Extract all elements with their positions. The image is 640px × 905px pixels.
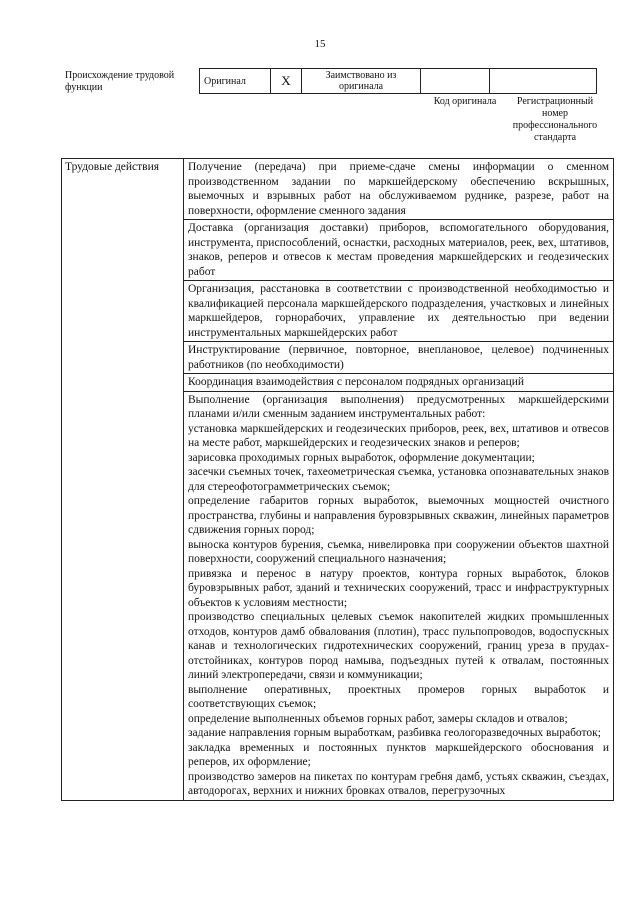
action-item [184,281,613,342]
action-line: выноска контуров бурения, съемка, нивелировка при сооружении объектов шахтной поверхности, сооружений специального назначения; [188,538,609,565]
origin-table [199,68,597,94]
row-label: Трудовые действия [62,159,184,801]
action-item [184,392,613,800]
code-caption: Код оригинала [433,96,497,107]
action-line: Получение (передача) при приеме-сдаче смены информации о сменном производственном задании по маркшейдерскому обеспечению вскрышных, выемочных и взрывных работ на обслуживаемом руднике, разрезе, работ на поверхности, оформление сменного задания [188,161,609,217]
action-line: производство замеров на пикетах по контурам гребня дамб, устьях скважин, съездах, автодорогах, верхних и нижних бровках отвалов, перегрузочных [188,770,609,797]
original-code-cell [421,69,490,94]
action-item [184,374,613,392]
original-label: Оригинал [200,69,271,94]
labor-actions-table [61,158,614,801]
action-line: закладка временных и постоянных пунктов маркшейдерского обоснования и реперов, их оформление; [188,741,609,768]
action-item [184,159,613,220]
action-line: определение габаритов горных выработок, выемочных мощностей очистного пространства, глубины и направления буровзрывных скважин, линейных параметров сдвижения горных пород; [188,495,609,536]
action-line: привязка и перенос в натуру проектов, контура горных выработок, блоков буровзрывных работ, зданий и технических сооружений, трасс и инфраструктурных объектов к условиям местности; [188,567,609,609]
action-item [184,342,613,374]
origin-label: Происхождение трудовой функции [65,70,175,93]
actions-cell [184,159,614,801]
original-mark: X [271,69,302,94]
action-line: Организация, расстановка в соответствии с производственной необходимостью и квалификацией персонала маркшейдерского подразделения, участковых и линейных маркшейдеров, горнорабочих, управление их деятельностью при ведении инструментальных маркшейдерских работ [188,283,609,339]
registration-caption: Регистрационный номер профессионального стандарта [512,96,598,143]
action-line: Доставка (организация доставки) приборов, вспомогательного оборудования, инструмента, приспособлений, оснастки, расходных материалов, реек, вех, штативов, знаков, реперов и отвесов к местам проведения маркшейдерских и геодезических работ [188,222,609,278]
action-line: задание направления горным выработкам, разбивка геологоразведочных выработок; [188,727,601,739]
action-line: производство специальных целевых съемок накопителей жидких промышленных отходов, контуров дамб обвалования (плотин), трасс пульпопроводов, водоспускных канав и технологических гидротехнических сооружений, границ уреза в прудах-отстойниках, контуров пород намыва, подъездных путей к отвалам, постоянных линий электропередачи, связи и коммуникации; [188,611,609,681]
action-line: выполнение оперативных, проектных промеров горных выработок и соответствующих съемок; [188,683,609,710]
action-line: Инструктирование (первичное, повторное, внеплановое, целевое) подчиненных работников (по необходимости) [188,344,609,371]
page-number: 15 [314,38,326,50]
actions-list [184,159,613,800]
action-line: установка маркшейдерских и геодезических приборов, реек, вех, штативов и отвесов на месте работ, маркшейдерских и геодезических знаков и реперов; [188,422,609,449]
action-line: засечки съемных точек, тахеометрическая съемка, установка опознавательных знаков для стереофотограмметрических съемок; [188,466,609,493]
registration-number-cell [490,69,597,94]
action-line: Выполнение (организация выполнения) предусмотренных маркшейдерскими планами и/или сменным заданием инструментальных работ: [188,393,609,420]
action-line: определение выполненных объемов горных работ, замеры складов и отвалов; [188,712,568,725]
borrowed-label: Заимствовано из оригинала [302,69,421,94]
action-item [184,220,613,281]
action-line: Координация взаимодействия с персоналом подрядных организаций [188,376,525,388]
action-line: зарисовка проходимых горных выработок, оформление документации; [188,451,535,464]
